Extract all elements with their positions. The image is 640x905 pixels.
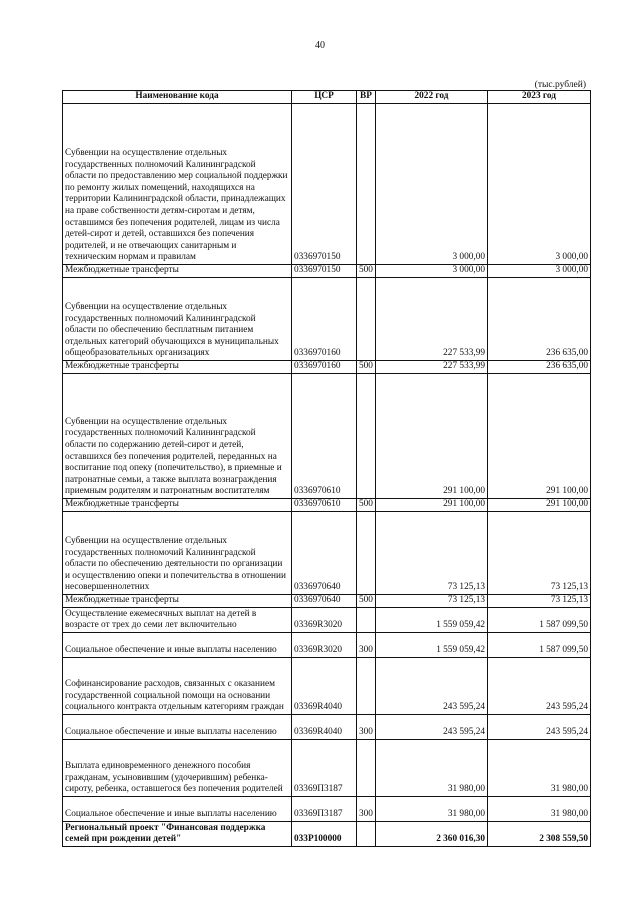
row-vr: 500: [357, 499, 376, 512]
table-row: [63, 512, 591, 595]
table-body: [63, 104, 591, 847]
row-2023: 291 100,00: [488, 499, 591, 512]
row-2022: 227 533,99: [376, 361, 488, 374]
row-2022: 227 533,99: [376, 278, 488, 361]
row-name: Субвенции на осуществление отдельных государственных полномочий Калининградской области по обеспечению бесплатным питанием отдельных категорий обучающихся в муниципальных общеобразовательных организациях: [63, 278, 292, 361]
table-row: [63, 822, 591, 847]
row-2022: 291 100,00: [376, 499, 488, 512]
table-row: [63, 595, 591, 608]
table-row: [63, 374, 591, 499]
row-2023: 3 000,00: [488, 104, 591, 265]
row-csr: 0336970640: [292, 595, 357, 608]
row-vr: [357, 374, 376, 499]
table-row: [63, 361, 591, 374]
row-vr: [357, 512, 376, 595]
row-name: Субвенции на осуществление отдельных государственных полномочий Калининградской области по содержанию детей-сирот и детей, оставшихся без попечения родителей, переданных на воспитание под опеку (попечительство), в приемные и патронатные семьи, а также выплата вознаграждения приемным родителям и патронатным воспитателям: [63, 374, 292, 499]
row-csr: 03369П3187: [292, 740, 357, 797]
row-2023: 31 980,00: [488, 797, 591, 822]
row-name: Социальное обеспечение и иные выплаты населению: [63, 797, 292, 822]
row-2023: 243 595,24: [488, 658, 591, 715]
row-2022: 243 595,24: [376, 658, 488, 715]
row-vr: 500: [357, 361, 376, 374]
row-name: Социальное обеспечение и иные выплаты населению: [63, 633, 292, 658]
row-name: Межбюджетные трансферты: [63, 595, 292, 608]
row-vr: 300: [357, 797, 376, 822]
row-vr: [357, 658, 376, 715]
table-row: [63, 265, 591, 278]
row-name: Межбюджетные трансферты: [63, 361, 292, 374]
row-name: Субвенции на осуществление отдельных государственных полномочий Калининградской области по предоставлению мер социальной поддержки по ремонту жилых помещений, находящихся на территории Калининградской области, принадлежащих на праве собственности детям-сиротам и детям, оставшимся без попечения родителей, лицам из числа детей-сирот и детей, оставшихся без попечения родителей, и не отвечающих санитарным и техническим нормам и правилам: [63, 104, 292, 265]
row-csr: 0336970640: [292, 512, 357, 595]
row-vr: 500: [357, 595, 376, 608]
row-csr: 0336970610: [292, 499, 357, 512]
row-csr: 03369П3187: [292, 797, 357, 822]
row-csr: 0336970610: [292, 374, 357, 499]
header-csr: ЦСР: [292, 91, 357, 104]
row-2022: 73 125,13: [376, 595, 488, 608]
row-2022: 73 125,13: [376, 512, 488, 595]
row-2023: 291 100,00: [488, 374, 591, 499]
table-row: [63, 608, 591, 633]
row-name: Софинансирование расходов, связанных с оказанием государственной социальной помощи на основании социального контракта отдельным категориям граждан: [63, 658, 292, 715]
row-2022: 291 100,00: [376, 374, 488, 499]
row-name: Межбюджетные трансферты: [63, 499, 292, 512]
table-row: [63, 104, 591, 265]
row-vr: [357, 608, 376, 633]
row-vr: [357, 278, 376, 361]
table-row: [63, 715, 591, 740]
row-name: Социальное обеспечение и иные выплаты населению: [63, 715, 292, 740]
table-header-row: [63, 91, 591, 104]
row-2022: 31 980,00: [376, 797, 488, 822]
row-2023: 236 635,00: [488, 361, 591, 374]
table-row: [63, 797, 591, 822]
row-csr: 033P100000: [292, 822, 357, 847]
row-csr: 0336970150: [292, 265, 357, 278]
row-csr: 03369R3020: [292, 633, 357, 658]
table-row: [63, 740, 591, 797]
row-csr: 0336970160: [292, 361, 357, 374]
row-csr: 03369R4040: [292, 715, 357, 740]
row-2023: 2 308 559,50: [488, 822, 591, 847]
header-vr: ВР: [357, 91, 376, 104]
row-2022: 3 000,00: [376, 104, 488, 265]
row-name: Региональный проект "Финансовая поддержка семей при рождении детей": [63, 822, 292, 847]
row-vr: [357, 740, 376, 797]
row-csr: 03369R3020: [292, 608, 357, 633]
table-row: [63, 633, 591, 658]
row-2023: 31 980,00: [488, 740, 591, 797]
units-label: (тыс.рублей): [534, 80, 586, 90]
row-name: Субвенции на осуществление отдельных государственных полномочий Калининградской области по обеспечению деятельности по организации и осуществлению опеки и попечительства в отношении несовершеннолетних: [63, 512, 292, 595]
row-vr: [357, 104, 376, 265]
row-2023: 236 635,00: [488, 278, 591, 361]
table-row: [63, 658, 591, 715]
page-number: 40: [315, 40, 325, 51]
row-2023: 3 000,00: [488, 265, 591, 278]
header-name: Наименование кода: [63, 91, 292, 104]
header-2022: 2022 год: [376, 91, 488, 104]
row-2022: 31 980,00: [376, 740, 488, 797]
row-vr: [357, 822, 376, 847]
row-2023: 73 125,13: [488, 595, 591, 608]
row-2023: 1 587 099,50: [488, 608, 591, 633]
row-2022: 1 559 059,42: [376, 633, 488, 658]
row-csr: 0336970150: [292, 104, 357, 265]
row-name: Осуществление ежемесячных выплат на детей в возрасте от трех до семи лет включительно: [63, 608, 292, 633]
row-2023: 1 587 099,50: [488, 633, 591, 658]
budget-table: [62, 90, 591, 847]
row-vr: 300: [357, 715, 376, 740]
row-2023: 243 595,24: [488, 715, 591, 740]
header-2023: 2023 год: [488, 91, 591, 104]
row-2022: 1 559 059,42: [376, 608, 488, 633]
row-name: Выплата единовременного денежного пособия гражданам, усыновившим (удочерившим) ребенка-сироту, ребенка, оставшегося без попечения родителей: [63, 740, 292, 797]
table-row: [63, 278, 591, 361]
row-2022: 2 360 016,30: [376, 822, 488, 847]
row-vr: 500: [357, 265, 376, 278]
row-2022: 243 595,24: [376, 715, 488, 740]
row-csr: 0336970160: [292, 278, 357, 361]
row-2022: 3 000,00: [376, 265, 488, 278]
table-row: [63, 499, 591, 512]
row-vr: 300: [357, 633, 376, 658]
row-name: Межбюджетные трансферты: [63, 265, 292, 278]
row-2023: 73 125,13: [488, 512, 591, 595]
row-csr: 03369R4040: [292, 658, 357, 715]
